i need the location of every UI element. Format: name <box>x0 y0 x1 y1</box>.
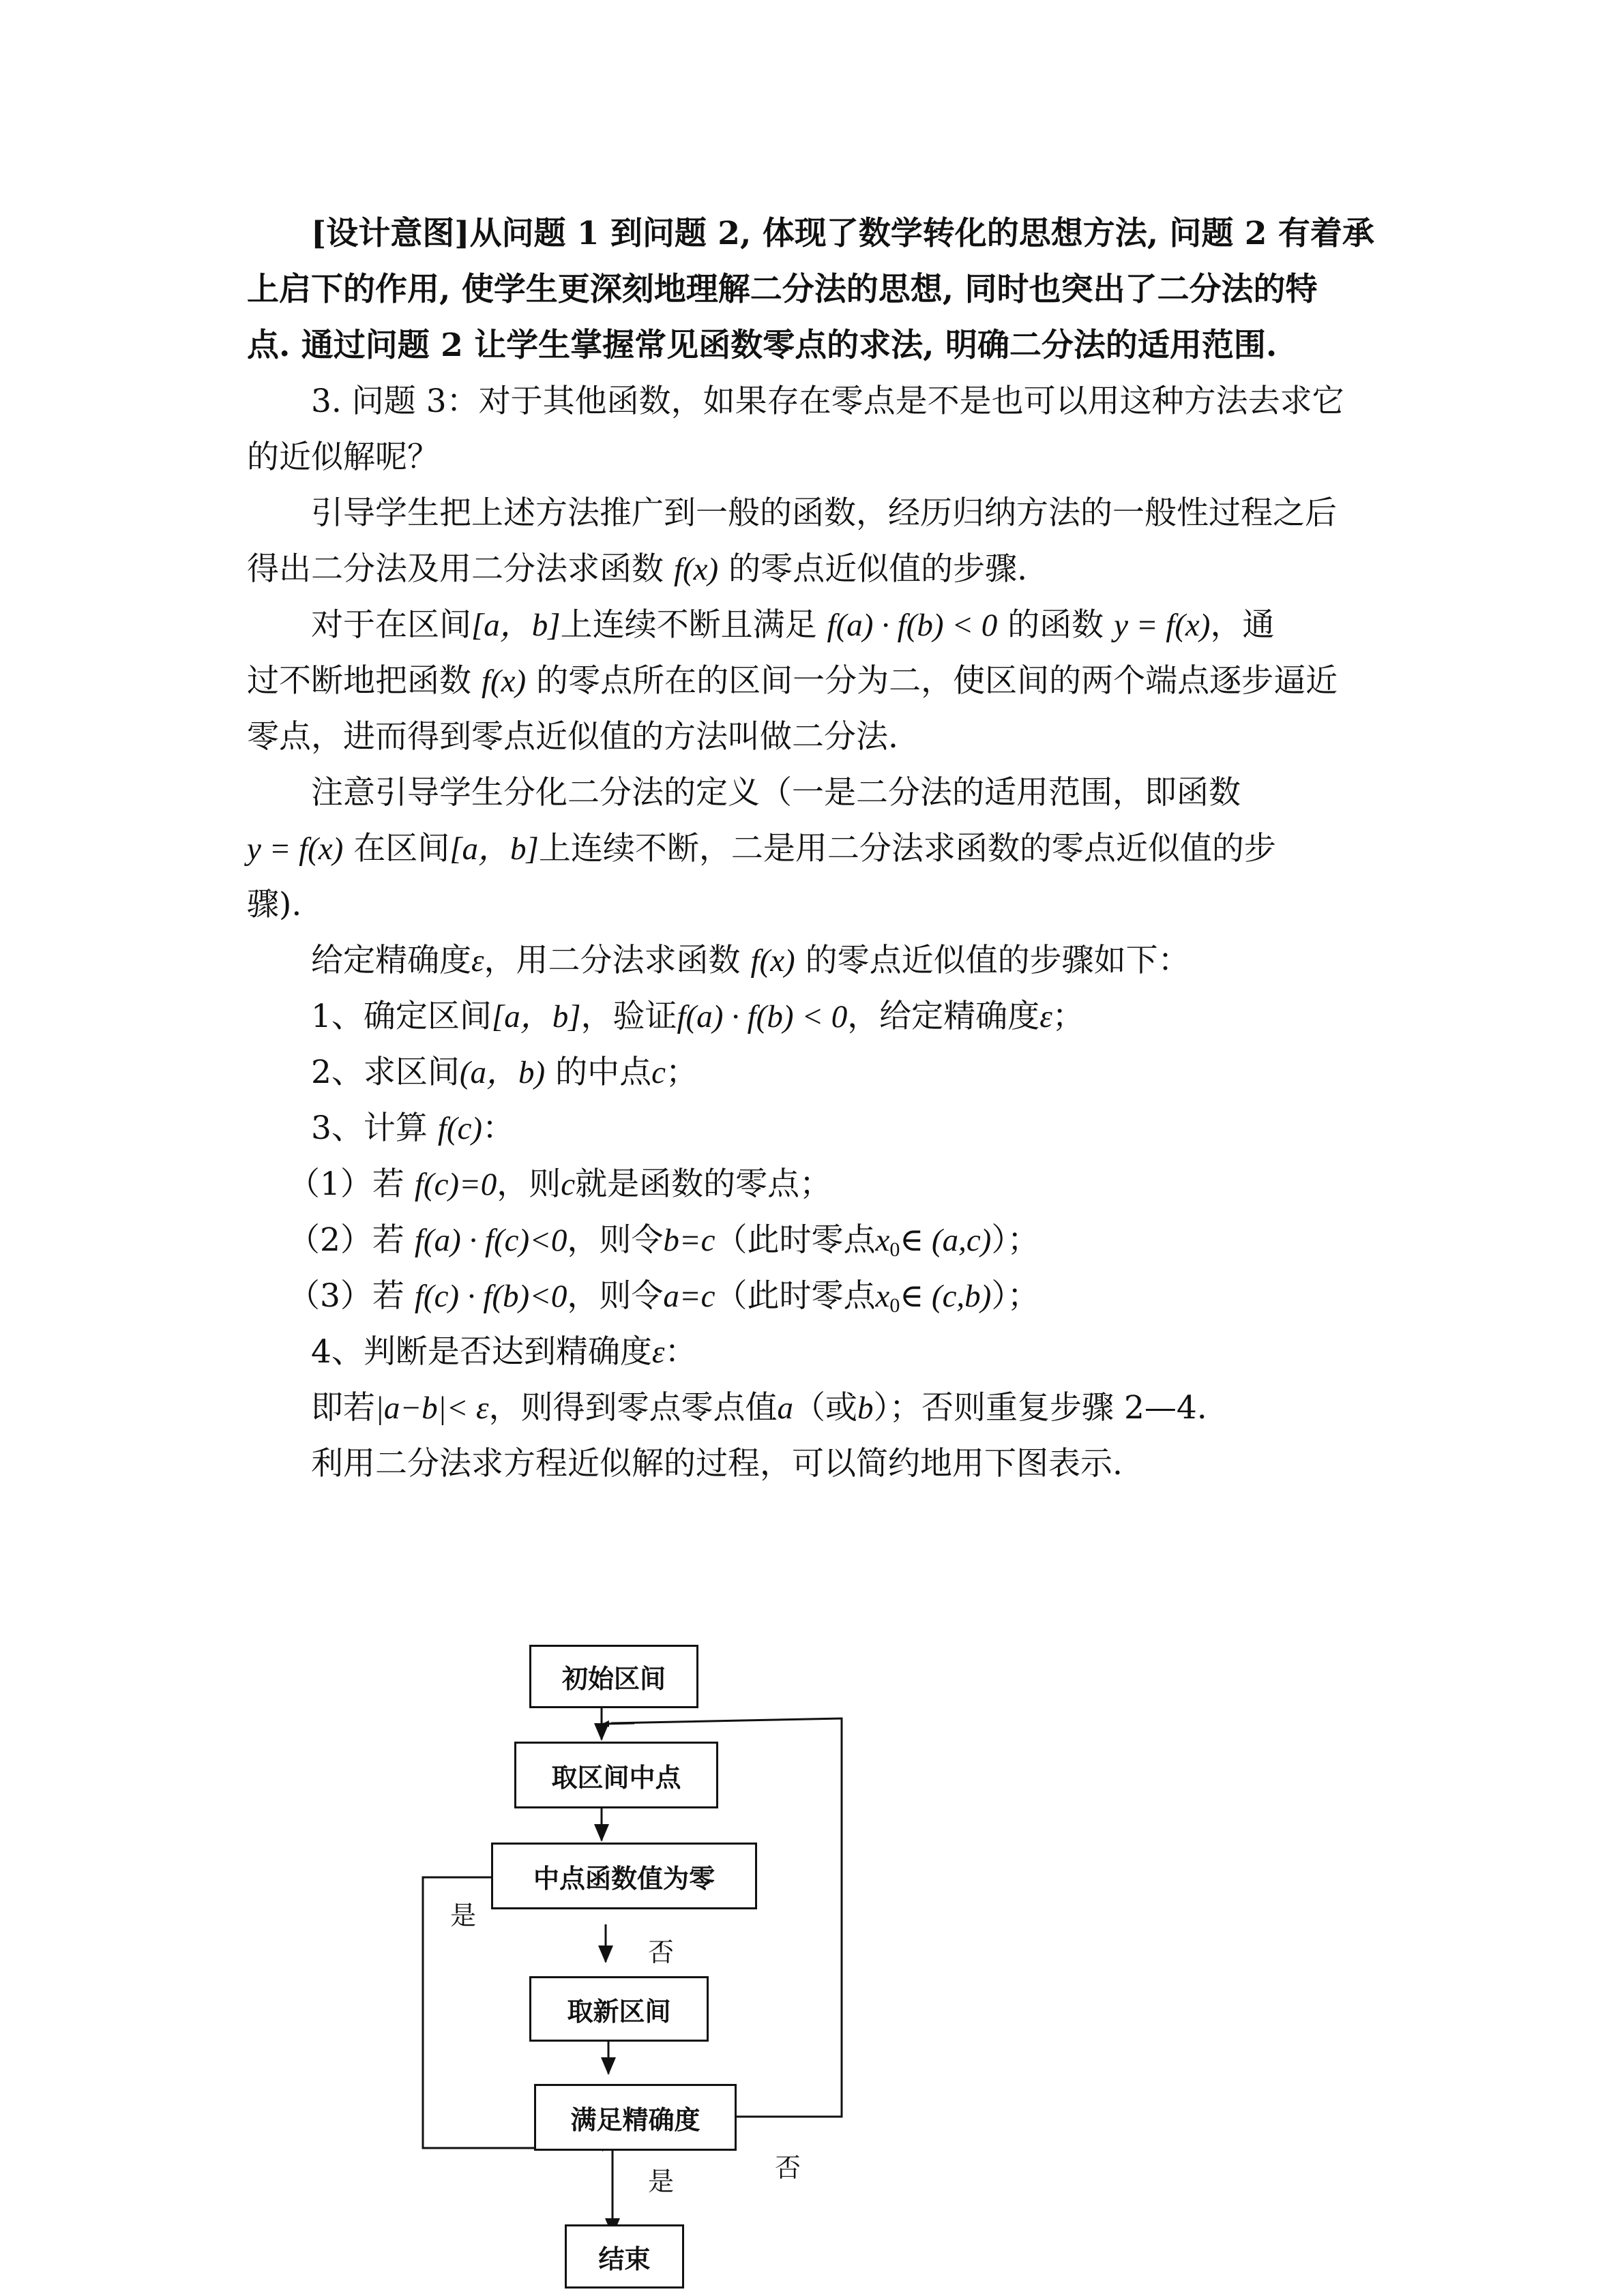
step-1 <box>247 989 1379 1045</box>
text: [设计意图]从问题 1 到问题 2, 体现了数学转化的思想方法, 问题 2 有着承 <box>311 215 1374 252</box>
math: |a−b|< ε <box>375 1390 489 1426</box>
text: （此时零点 <box>715 1221 876 1259</box>
math: y = f(x) <box>1114 608 1211 643</box>
math: y = f(x) <box>247 831 344 867</box>
flow-box-take-midpoint: 取区间中点 <box>514 1742 718 1808</box>
step-2 <box>247 1045 1379 1101</box>
math: x <box>875 1279 890 1314</box>
question-3-line-1: 3. 问题 3：对于其他函数，如果存在零点是不是也可以用这种方法去求它 <box>311 383 1344 420</box>
text: 对于在区间 <box>311 606 471 644</box>
text: （1）若 <box>288 1165 404 1203</box>
step-4 <box>247 1324 1379 1380</box>
design-intent-line-2: 上启下的作用, 使学生更深刻地理解二分法的思想, 同时也突出了二分法的特 <box>247 271 1318 308</box>
math: c <box>651 1055 666 1090</box>
math: (a，b) <box>459 1055 546 1090</box>
step-3 <box>247 1101 1379 1157</box>
subscript: 0 <box>889 1294 900 1317</box>
text: 给定精确度 <box>311 942 471 979</box>
math: f(c)=0 <box>414 1167 497 1202</box>
math: ∈ (c,b) <box>900 1279 992 1314</box>
text: ，用二分法求函数 <box>484 942 741 979</box>
case-3 <box>247 1268 1379 1324</box>
math: [a，b] <box>471 608 561 643</box>
math: f(a) · f(c)<0 <box>414 1223 567 1258</box>
text: 的函数 <box>1007 606 1104 644</box>
text: ； <box>1052 998 1084 1035</box>
flow-box-meets-precision: 满足精确度 <box>534 2084 737 2151</box>
text: 在区间 <box>353 830 450 867</box>
guide-line-2 <box>247 541 1379 597</box>
math: f(x) <box>750 943 795 979</box>
math: f(c) <box>437 1111 483 1146</box>
text: （3）若 <box>288 1277 404 1315</box>
text: 3、计算 <box>311 1109 428 1147</box>
definition-line-3: 零点，进而得到零点近似值的方法叫做二分法. <box>247 718 898 756</box>
math: f(x) <box>481 664 527 699</box>
math: f(a) · f(b) < 0 <box>677 999 848 1034</box>
math: x <box>875 1223 890 1258</box>
math: [a，b] <box>491 999 581 1034</box>
text: 即若 <box>311 1389 375 1427</box>
flow-box-initial-interval: 初始区间 <box>529 1645 698 1708</box>
text: ： <box>664 1333 697 1371</box>
text: ）； <box>991 1277 1039 1315</box>
math: ε <box>651 1335 665 1370</box>
math: f(c) · f(b)<0 <box>414 1279 567 1314</box>
text: 上连续不断且满足 <box>560 606 817 644</box>
arrow-no-right-return <box>603 1723 634 1724</box>
math: ε <box>471 943 484 979</box>
text: ，则得到零点零点值 <box>488 1389 778 1427</box>
math: f(a) · f(b) < 0 <box>827 608 998 643</box>
note-line-1: 注意引导学生分化二分法的定义（一是二分法的适用范围，即函数 <box>311 774 1241 811</box>
text: 的零点所在的区间一分为二，使区间的两个端点逐步逼近 <box>536 662 1338 700</box>
text: ）；否则重复步骤 2—4. <box>873 1389 1207 1427</box>
note-line-3: 骤). <box>247 886 302 923</box>
case-2 <box>247 1212 1379 1268</box>
text: ，则令 <box>567 1277 664 1315</box>
math: f(x) <box>673 552 719 587</box>
guide-line-1: 引导学生把上述方法推广到一般的函数，经历归纳方法的一般性过程之后 <box>311 494 1337 532</box>
step-4-detail <box>247 1380 1379 1436</box>
text: （此时零点 <box>715 1277 876 1315</box>
math: b <box>857 1390 874 1426</box>
text: 过不断地把函数 <box>247 662 471 700</box>
subscript: 0 <box>889 1238 900 1261</box>
math: a=c <box>663 1279 715 1314</box>
text: ，验证 <box>580 998 677 1035</box>
math: c <box>561 1167 576 1202</box>
math: ∈ (a,c) <box>900 1223 992 1258</box>
text: 的零点近似值的步骤. <box>728 550 1028 588</box>
text: （2）若 <box>288 1221 404 1259</box>
text: 就是函数的零点； <box>575 1165 832 1203</box>
flow-label-yes-bottom: 是 <box>648 2166 675 2196</box>
question-3-line-2: 的近似解呢？ <box>247 438 439 476</box>
flow-label-yes-left: 是 <box>450 1900 477 1930</box>
text: ； <box>666 1054 698 1091</box>
flow-label-no-right: 否 <box>775 2153 801 2183</box>
math: a <box>777 1390 794 1426</box>
text: ，则 <box>497 1165 561 1203</box>
text: （或 <box>793 1389 858 1427</box>
text: 的中点 <box>555 1054 652 1091</box>
math: b=c <box>663 1223 715 1258</box>
text: ，通 <box>1210 606 1275 644</box>
flow-box-midpoint-value-zero: 中点函数值为零 <box>491 1843 757 1909</box>
design-intent-line-3: 点. 通过问题 2 让学生掌握常见函数零点的求法, 明确二分法的适用范围. <box>247 327 1278 364</box>
text: 4、判断是否达到精确度 <box>311 1333 652 1371</box>
steps-intro <box>247 933 1379 989</box>
flow-label-no-down: 否 <box>648 1937 675 1967</box>
definition-line-1 <box>247 597 1379 653</box>
closing-line: 利用二分法求方程近似解的过程，可以简约地用下图表示. <box>311 1445 1123 1482</box>
text: ，则令 <box>567 1221 664 1259</box>
case-1 <box>247 1157 1379 1212</box>
design-intent-line-1 <box>247 206 1379 262</box>
text: 1、确定区间 <box>311 998 492 1035</box>
text: 得出二分法及用二分法求函数 <box>247 550 664 588</box>
definition-line-2 <box>247 653 1379 709</box>
text: 上连续不断，二是用二分法求函数的零点近似值的步 <box>538 830 1276 867</box>
flow-box-take-new-interval: 取新区间 <box>529 1976 709 2042</box>
text: ： <box>482 1109 515 1147</box>
text: 的零点近似值的步骤如下： <box>805 942 1190 979</box>
math: [a，b] <box>449 831 539 867</box>
flow-box-end: 结束 <box>565 2224 684 2288</box>
math: ε <box>1039 999 1052 1034</box>
body-text <box>247 206 1379 1492</box>
text: ，给定精确度 <box>847 998 1040 1035</box>
note-line-2 <box>247 821 1379 877</box>
text: 2、求区间 <box>311 1054 460 1091</box>
text: ）； <box>991 1221 1039 1259</box>
